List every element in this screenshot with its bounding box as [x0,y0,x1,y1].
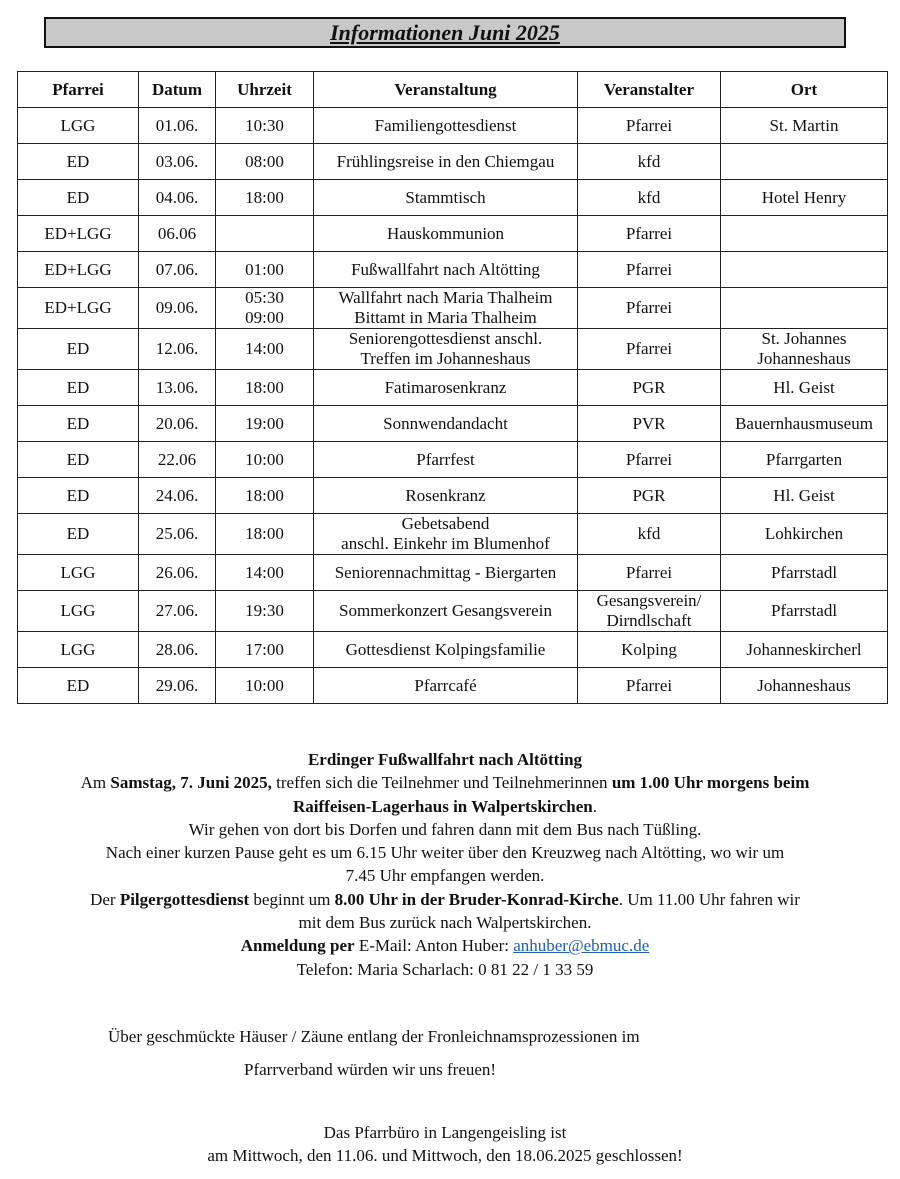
cell-text: ED+LGG [44,298,112,317]
cell-text: Fußwallfahrt nach Altötting [351,259,540,279]
events-table [17,71,888,704]
table-cell [578,442,721,478]
cell-text: Pfarrcafé [414,675,477,695]
cell-text: Pfarrei [625,339,673,358]
table-cell [721,180,888,216]
cell-text: 28.06. [155,639,199,659]
table-cell [314,632,578,668]
table-cell [139,668,216,704]
cell-text: 03.06. [155,151,199,171]
table-cell [216,591,314,632]
cell-text: ED [66,413,90,433]
table-cell [314,370,578,406]
table-cell [18,442,139,478]
cell-text: 18:00 [245,377,284,397]
table-cell [721,144,888,180]
cell-text: 10:00 [245,675,284,695]
table-row [18,108,888,144]
column-header: Veranstaltung [314,72,578,108]
table-cell [314,216,578,252]
table-cell [314,329,578,370]
column-header: Veranstalter [578,72,721,108]
cell-text: 29.06. [155,675,199,695]
table-cell [139,591,216,632]
table-cell [216,370,314,406]
email-link[interactable]: anhuber@ebmuc.de [513,936,650,956]
cell-text: 07.06. [155,259,199,279]
cell-text: Fatimarosenkranz [384,377,507,397]
table-cell [578,108,721,144]
cell-text: 14:00 [245,562,284,582]
cell-text: ED+LGG [44,223,112,243]
table-cell [18,668,139,704]
cell-text: 08:00 [245,151,284,171]
table-cell [721,216,888,252]
cell-text: ED [66,339,90,358]
table-cell [721,370,888,406]
table-row [18,180,888,216]
cell-text: Frühlingsreise in den Chiemgau [336,151,555,171]
column-header: Uhrzeit [216,72,314,108]
table-row [18,591,888,632]
cell-text: ED [66,151,90,171]
table-cell [216,252,314,288]
cell-text: Hl. Geist [773,377,835,397]
table-cell [578,329,721,370]
table-cell [721,591,888,632]
table-cell [139,555,216,591]
cell-text: Johanneskircherl [746,639,862,659]
table-cell [314,442,578,478]
cell-text: 18:00 [245,524,284,543]
table-row [18,632,888,668]
table-row [18,668,888,704]
cell-text: 12.06. [155,339,199,358]
cell-text: 01:00 [245,259,284,279]
cell-text: kfd [637,524,661,543]
table-row [18,406,888,442]
table-cell [314,406,578,442]
table-cell [216,108,314,144]
cell-text: kfd [637,151,661,171]
table-cell [216,180,314,216]
table-cell [216,555,314,591]
column-header: Datum [139,72,216,108]
table-cell [139,216,216,252]
table-row [18,329,888,370]
table-cell [139,288,216,329]
table-cell [18,370,139,406]
cell-text: PGR [632,485,666,505]
cell-text: Rosenkranz [405,485,486,505]
table-cell [578,591,721,632]
table-cell [18,514,139,555]
table-cell [721,108,888,144]
cell-text: 09.06. [155,298,199,317]
cell-text: 04.06. [155,187,199,207]
table-cell [578,370,721,406]
info-paragraph-2: Wir gehen von dort bis Dorfen und fahren dann mit dem Bus nach Tüßling. [188,819,702,839]
table-cell [216,668,314,704]
table-cell [721,632,888,668]
table-cell [578,144,721,180]
cell-text: Wallfahrt nach Maria Thalheim Bittamt in Maria Thalheim [338,288,553,327]
cell-text: Johanneshaus [757,675,851,695]
table-cell [216,514,314,555]
table-cell [578,180,721,216]
table-cell [578,216,721,252]
column-header: Pfarrei [18,72,139,108]
table-cell [314,668,578,704]
cell-text: ED [66,449,90,469]
events-table-body [18,108,888,704]
table-cell [721,668,888,704]
cell-text: 10:00 [245,449,284,469]
table-cell [18,329,139,370]
table-cell [721,406,888,442]
info-paragraph-3: Nach einer kurzen Pause geht es um 6.15 Uhr weiter über den Kreuzweg nach Altötting, wo wir um 7.45 Uhr empfangen werden. [105,843,785,886]
table-cell [314,252,578,288]
cell-text: Hauskommunion [386,223,505,243]
table-cell [314,591,578,632]
cell-text: 22.06 [157,449,197,469]
cell-text: St. Johannes Johanneshaus [757,329,851,368]
cell-text: 13.06. [155,377,199,397]
cell-text: Pfarrei [625,562,673,582]
cell-text: Pfarrstadl [770,562,838,582]
cell-text: 19:30 [245,601,284,620]
table-cell [216,329,314,370]
table-cell [578,288,721,329]
table-cell [216,216,314,252]
decoration-note-line-1: Über geschmückte Häuser / Zäune entlang der Fronleichnamsprozessionen im [108,1027,640,1046]
column-header: Ort [721,72,888,108]
table-row [18,216,888,252]
table-row [18,288,888,329]
table-cell [314,108,578,144]
page-title: Informationen Juni 2025 [330,20,560,45]
table-cell [314,555,578,591]
cell-text: 17:00 [245,639,284,659]
table-cell [18,252,139,288]
cell-text: 14:00 [245,339,284,358]
cell-text: Hl. Geist [773,485,835,505]
table-row [18,514,888,555]
cell-text: Gottesdienst Kolpingsfamilie [345,639,546,659]
cell-text: Seniorengottesdienst anschl. Treffen im Johanneshaus [348,329,543,368]
table-cell [578,514,721,555]
table-cell [139,632,216,668]
info-paragraph-4: Der Pilgergottesdienst beginnt um 8.00 Uhr in der Bruder-Konrad-Kirche. Um 11.00 Uhr fahren wir mit dem Bus zurück nach Walpertskirchen. [90,889,800,933]
table-cell [18,108,139,144]
table-cell [139,370,216,406]
cell-text: LGG [60,562,96,582]
table-cell [139,252,216,288]
cell-text: Pfarrei [625,298,673,317]
cell-text: LGG [60,639,96,659]
table-cell [578,668,721,704]
table-cell [18,591,139,632]
table-cell [18,144,139,180]
table-cell [139,329,216,370]
cell-text: Pfarrei [625,449,673,469]
cell-text: Kolping [621,639,677,659]
cell-text: Pfarrstadl [770,601,838,620]
cell-text: Pfarrei [625,115,673,135]
cell-text: LGG [60,601,96,620]
table-cell [578,406,721,442]
decoration-note-line-2: Pfarrverband würden wir uns freuen! [244,1060,497,1079]
cell-text: PVR [632,413,666,433]
table-cell [314,514,578,555]
cell-text: kfd [637,187,661,207]
cell-text: 25.06. [155,524,199,543]
cell-text: Lohkirchen [764,524,844,543]
table-cell [139,180,216,216]
cell-text: Pfarrgarten [765,449,843,469]
table-cell [314,144,578,180]
info-registration: Anmeldung per E-Mail: Anton Huber: anhuber@ebmuc.de [240,936,650,956]
table-cell [721,514,888,555]
table-cell [18,632,139,668]
cell-text: ED+LGG [44,259,112,279]
cell-text: 10:30 [245,115,284,135]
info-phone: Telefon: Maria Scharlach: 0 81 22 / 1 33 59 [296,959,594,979]
cell-text: 19:00 [245,413,284,433]
table-cell [139,144,216,180]
cell-text: Pfarrfest [416,449,475,469]
table-header-row [18,72,888,108]
cell-text: ED [66,675,90,695]
cell-text: ED [66,377,90,397]
table-cell [314,180,578,216]
cell-text: 05:30 09:00 [245,288,284,327]
cell-text: Bauernhausmuseum [735,413,873,433]
table-cell [216,144,314,180]
cell-text: Hotel Henry [761,187,847,207]
table-cell [139,442,216,478]
cell-text: Gesangsverein/ Dirndlschaft [596,591,702,630]
table-cell [139,478,216,514]
table-cell [139,406,216,442]
table-cell [18,406,139,442]
info-paragraph-1: Am Samstag, 7. Juni 2025, treffen sich die Teilnehmer und Teilnehmerinnen um 1.00 Uhr morgens beim Raiffeisen-Lagerhaus in Walpertskirchen. [80,773,810,816]
office-notice-line-1: Das Pfarrbüro in Langengeisling ist [323,1123,567,1142]
table-cell [721,478,888,514]
table-cell [18,180,139,216]
cell-text: Stammtisch [405,187,486,207]
table-cell [139,514,216,555]
table-cell [216,632,314,668]
table-cell [578,555,721,591]
cell-text: PGR [632,377,666,397]
table-cell [721,329,888,370]
table-row [18,555,888,591]
office-notice [60,1121,830,1167]
cell-text: Gebetsabend anschl. Einkehr im Blumenhof [341,514,550,553]
cell-text: Sonnwendandacht [383,413,508,433]
office-notice-line-2: am Mittwoch, den 11.06. und Mittwoch, den 18.06.2025 geschlossen! [207,1146,683,1165]
table-cell [578,632,721,668]
cell-text: ED [66,524,90,543]
table-cell [18,555,139,591]
table-cell [216,442,314,478]
table-cell [721,442,888,478]
table-row [18,478,888,514]
page-title-bar [44,17,846,48]
table-cell [18,288,139,329]
cell-text: Pfarrei [625,259,673,279]
table-row [18,144,888,180]
table-cell [216,478,314,514]
cell-text: ED [66,187,90,207]
cell-text: 18:00 [245,485,284,505]
table-row [18,252,888,288]
cell-text: Pfarrei [625,223,673,243]
pilgrimage-info [60,748,830,981]
table-cell [578,478,721,514]
table-cell [721,555,888,591]
cell-text: Familiengottesdienst [374,115,517,135]
table-row [18,370,888,406]
cell-text: 24.06. [155,485,199,505]
cell-text: Sommerkonzert Gesangsverein [339,601,552,620]
cell-text: 18:00 [245,187,284,207]
cell-text: Pfarrei [625,675,673,695]
table-cell [721,288,888,329]
cell-text: ED [66,485,90,505]
cell-text: 26.06. [155,562,199,582]
table-cell [216,288,314,329]
cell-text: 01.06. [155,115,199,135]
table-cell [139,108,216,144]
cell-text: 27.06. [155,601,199,620]
table-cell [18,478,139,514]
table-cell [314,288,578,329]
cell-text: St. Martin [769,115,839,135]
cell-text: LGG [60,115,96,135]
table-cell [314,478,578,514]
table-cell [216,406,314,442]
table-cell [721,252,888,288]
cell-text: 06.06 [157,223,197,243]
table-row [18,442,888,478]
table-cell [18,216,139,252]
cell-text: 20.06. [155,413,199,433]
info-heading: Erdinger Fußwallfahrt nach Altötting [307,750,583,769]
table-cell [578,252,721,288]
cell-text: Seniorennachmittag - Biergarten [334,562,557,582]
